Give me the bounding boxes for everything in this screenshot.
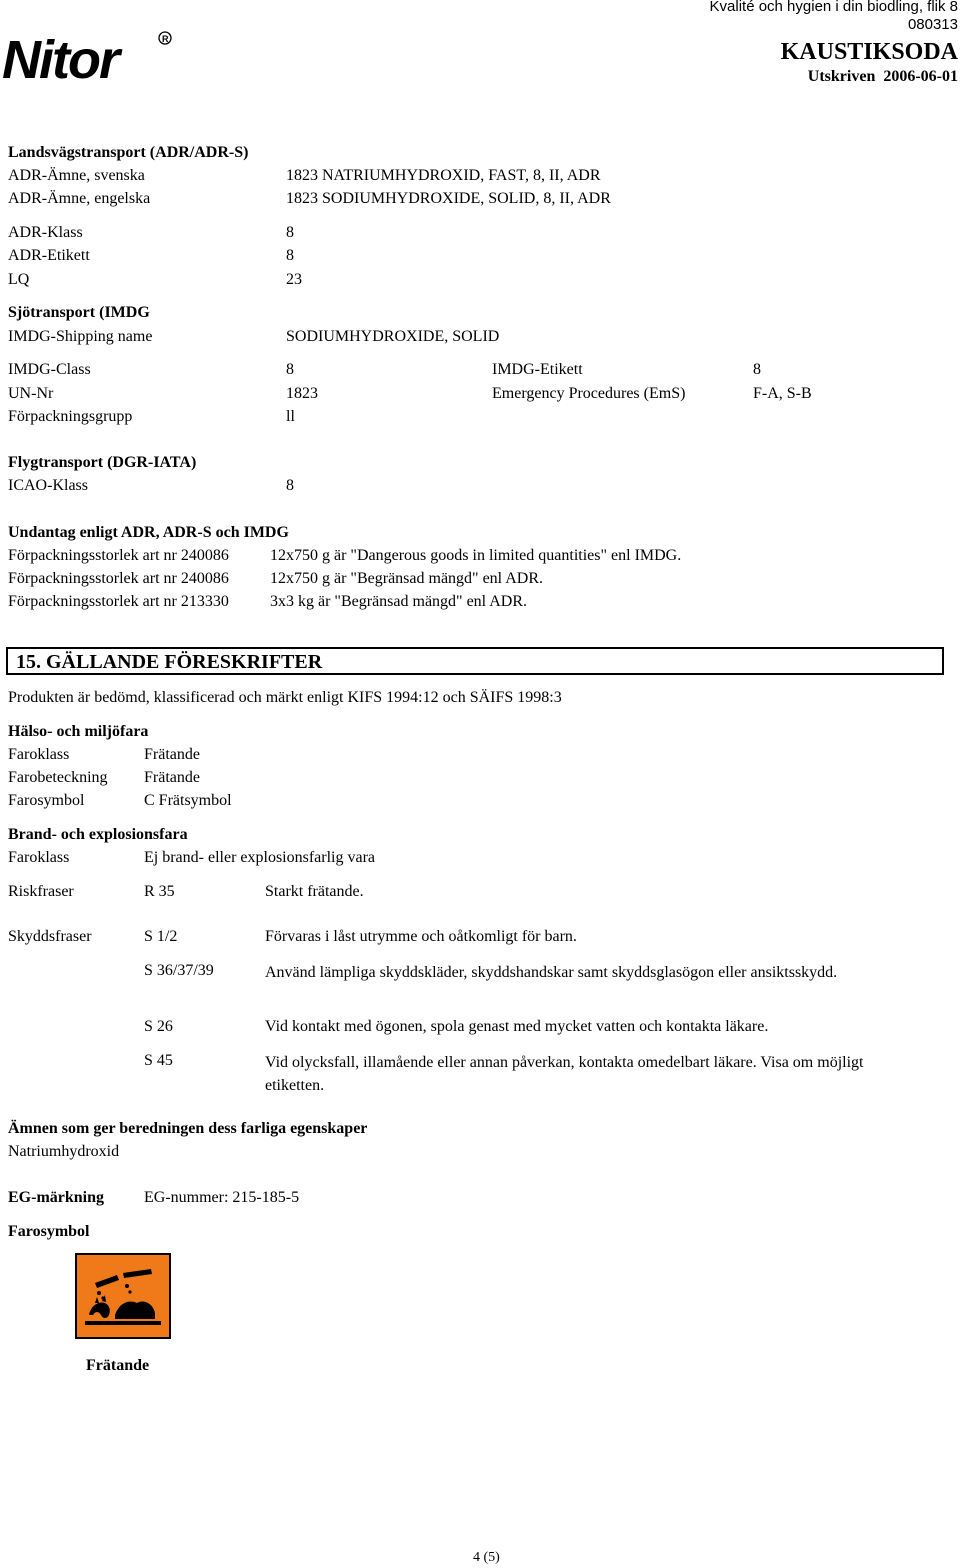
imdg-shipping-label: IMDG-Shipping name (8, 328, 153, 345)
safety-text: Vid olycksfall, illamående eller annan påverkan, kontakta omedelbart läkare. Visa om möjligt etiketten. (265, 1054, 864, 1094)
section-15-title: 15. GÄLLANDE FÖRESKRIFTER (16, 651, 323, 673)
risk-code: R 35 (144, 883, 175, 900)
header-line2: 080313 (907, 16, 958, 33)
imdg-row-value: 8 (286, 361, 294, 378)
regulation-intro: Produkten är bedömd, klassificerad och märkt enligt KIFS 1994:12 och SÄIFS 1998:3 (8, 689, 562, 706)
iata-label: ICAO-Klass (8, 477, 88, 494)
section-15-header (6, 647, 944, 675)
health-label: Faroklass (8, 746, 70, 763)
imdg-row-value: 1823 (286, 385, 318, 402)
imdg-row-value: ll (286, 408, 295, 425)
printed-date-line (808, 67, 958, 87)
safety-code: S 26 (144, 1018, 173, 1035)
safety-text: Använd lämpliga skyddskläder, skyddshandskar samt skyddsglasögon eller ansiktsskydd. (265, 964, 838, 981)
imdg-row-label2: Emergency Procedures (EmS) (492, 385, 686, 402)
corrosive-symbol-icon (75, 1253, 171, 1339)
fire-heading: Brand- och explosionsfara (8, 826, 188, 843)
exception-label: Förpackningsstorlek art nr 240086 (8, 547, 229, 564)
safety-text: Vid kontakt med ögonen, spola genast med mycket vatten och kontakta läkare. (265, 1018, 769, 1035)
safety-code: S 36/37/39 (144, 962, 214, 979)
page-number: 4 (5) (473, 1550, 500, 1565)
safety-label: Skyddsfraser (8, 928, 92, 945)
adr-row-label: ADR-Ämne, svenska (8, 167, 145, 184)
adr-row-label: LQ (8, 271, 30, 288)
svg-text:R: R (162, 34, 169, 44)
health-value: Frätande (144, 746, 200, 763)
fire-label: Faroklass (8, 849, 70, 866)
exception-text: 12x750 g är "Begränsad mängd" enl ADR. (270, 570, 544, 587)
exception-text: 3x3 kg är "Begränsad mängd" enl ADR. (270, 593, 528, 610)
exceptions-heading: Undantag enligt ADR, ADR-S och IMDG (8, 524, 289, 541)
safety-code: S 45 (144, 1052, 173, 1069)
exception-text: 12x750 g är "Dangerous goods in limited quantities" enl IMDG. (270, 547, 682, 564)
adr-heading: Landsvägstransport (ADR/ADR-S) (8, 144, 249, 161)
logo-wordmark: Nitor (2, 30, 118, 88)
imdg-row-value2: F-A, S-B (753, 385, 812, 402)
eg-label: EG-märkning (8, 1189, 105, 1206)
iata-heading: Flygtransport (DGR-IATA) (8, 454, 197, 471)
imdg-shipping-value: SODIUMHYDROXIDE, SOLID (286, 328, 500, 345)
exception-label: Förpackningsstorlek art nr 240086 (8, 570, 229, 587)
symbol-caption: Frätande (86, 1357, 150, 1374)
health-label: Farobeteckning (8, 769, 108, 786)
adr-row-value: 8 (286, 247, 294, 264)
safety-code: S 1/2 (144, 928, 178, 945)
imdg-row-label2: IMDG-Etikett (492, 361, 583, 378)
imdg-row-label: IMDG-Class (8, 361, 91, 378)
health-heading: Hälso- och miljöfara (8, 723, 149, 740)
nitor-logo (2, 28, 174, 88)
adr-row-value: 8 (286, 224, 294, 241)
health-label: Farosymbol (8, 792, 85, 809)
adr-row-label: ADR-Etikett (8, 247, 90, 264)
imdg-row-label: UN-Nr (8, 385, 54, 402)
safety-text: Förvaras i låst utrymme och oåtkomligt för barn. (265, 928, 577, 945)
printed-label: Utskriven (807, 68, 876, 85)
eg-value: EG-nummer: 215-185-5 (144, 1189, 300, 1206)
risk-text: Starkt frätande. (265, 883, 364, 900)
imdg-heading: Sjötransport (IMDG (8, 304, 150, 321)
symbol-heading: Farosymbol (8, 1223, 90, 1240)
fire-value: Ej brand- eller explosionsfarlig vara (144, 849, 376, 866)
substances-heading: Ämnen som ger beredningen dess farliga egenskaper (8, 1120, 368, 1137)
printed-date: 2006-06-01 (883, 68, 958, 85)
iata-value: 8 (286, 477, 294, 494)
adr-row-value: 1823 NATRIUMHYDROXID, FAST, 8, II, ADR (286, 167, 601, 184)
adr-row-label: ADR-Klass (8, 224, 83, 241)
adr-row-label: ADR-Ämne, engelska (8, 190, 151, 207)
adr-row-value: 1823 SODIUMHYDROXIDE, SOLID, 8, II, ADR (286, 190, 611, 207)
health-value: Frätande (144, 769, 200, 786)
adr-row-value: 23 (286, 271, 302, 288)
risk-label: Riskfraser (8, 883, 74, 900)
imdg-row-value2: 8 (753, 361, 761, 378)
product-title: KAUSTIKSODA (780, 39, 958, 65)
exception-label: Förpackningsstorlek art nr 213330 (8, 593, 229, 610)
header-line1: Kvalité och hygien i din biodling, flik 8 (709, 0, 958, 15)
substance-name: Natriumhydroxid (8, 1143, 120, 1160)
health-value: C Frätsymbol (144, 792, 232, 809)
imdg-row-label: Förpackningsgrupp (8, 408, 133, 425)
